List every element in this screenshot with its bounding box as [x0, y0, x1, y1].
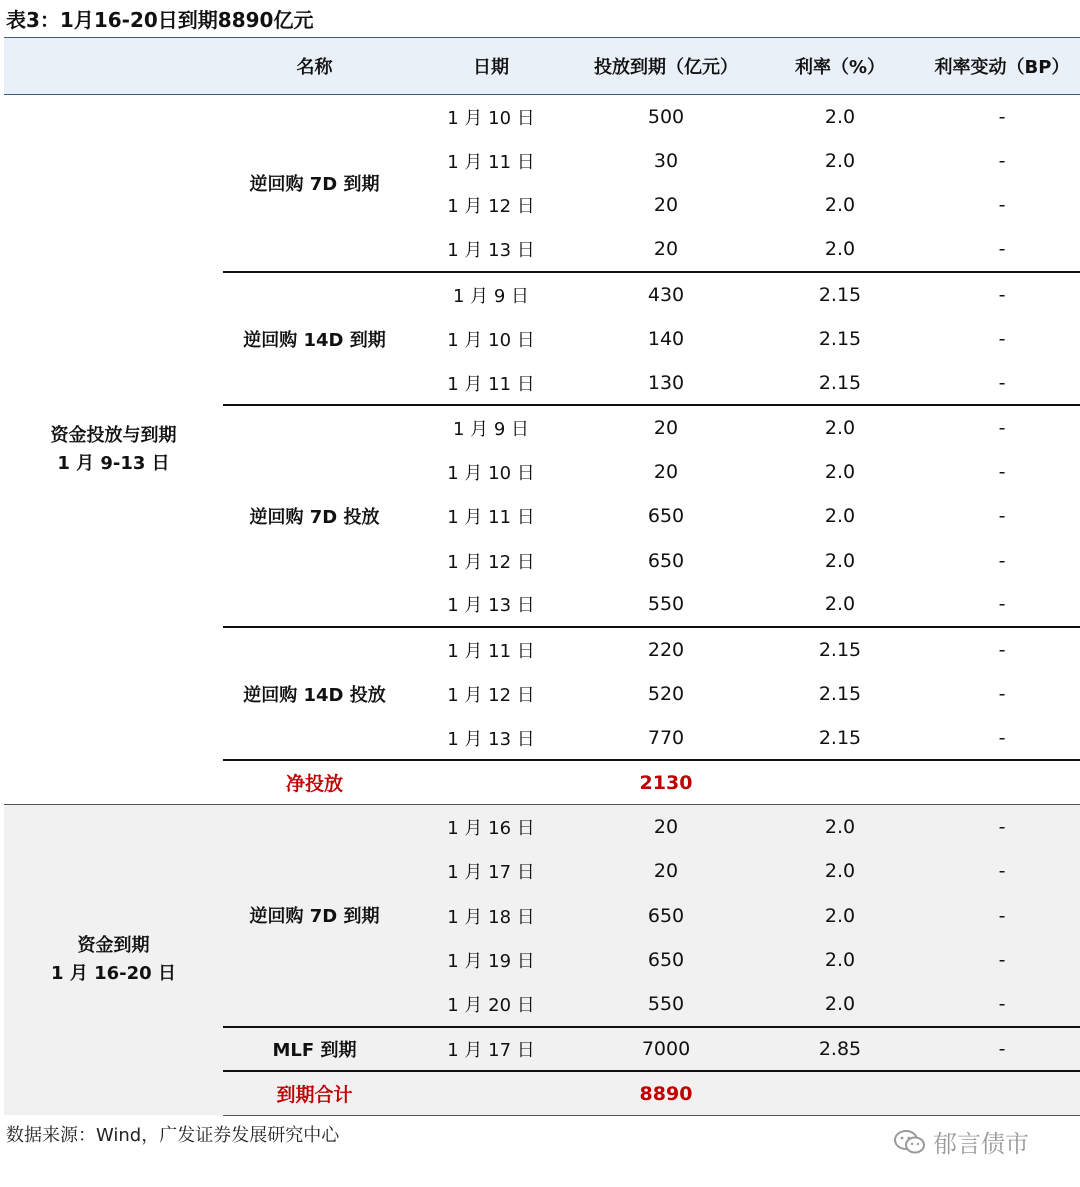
total-label: 净投放	[223, 760, 406, 804]
total-rate-empty	[756, 760, 924, 804]
table-row	[4, 805, 1080, 849]
total-change-empty	[924, 1071, 1080, 1115]
amount-cell: 650	[647, 549, 685, 572]
rate-change-cell: -	[998, 904, 1006, 927]
rate-cell: 2.15	[818, 327, 862, 350]
amount-cell: 550	[647, 993, 685, 1015]
wechat-icon	[893, 1128, 927, 1156]
amount-cell: 770	[647, 726, 685, 749]
amount-cell: 650	[647, 904, 685, 927]
rate-change-cell: -	[998, 682, 1006, 705]
amount-cell: 550	[647, 593, 685, 616]
rate-cell: 2.0	[824, 904, 856, 927]
date-cell: 1 月 16 日	[406, 805, 576, 849]
amount-cell: 30	[653, 150, 679, 173]
rate-change-cell: -	[998, 993, 1006, 1015]
date-cell: 1 月 12 日	[447, 551, 535, 573]
instrument-name: 逆回购 7D 到期	[249, 174, 380, 196]
total-rate-empty	[756, 1071, 924, 1115]
rate-cell: 2.0	[824, 505, 856, 528]
section-label	[4, 95, 223, 805]
section-label-line2: 1 月 16-20 日	[51, 963, 176, 985]
header-group	[4, 38, 223, 95]
date-cell: 1 月 10 日	[447, 462, 535, 484]
header-amount: 投放到期（亿元）	[576, 38, 756, 95]
rate-change-cell: -	[998, 150, 1006, 173]
instrument-name: 逆回购 14D 投放	[223, 627, 406, 760]
date-cell: 1 月 9 日	[406, 405, 576, 449]
header-date: 日期	[406, 38, 576, 95]
instrument-name: 逆回购 7D 投放	[223, 405, 406, 627]
date-cell: 1 月 17 日	[406, 1027, 576, 1071]
total-label: 到期合计	[223, 1071, 406, 1115]
amount-cell: 650	[647, 505, 685, 528]
date-cell: 1 月 11 日	[406, 627, 576, 671]
amount-cell: 20	[576, 405, 756, 449]
date-cell: 1 月 20 日	[447, 995, 535, 1016]
amount-cell: 130	[647, 371, 685, 394]
rate-change-cell: -	[998, 194, 1006, 217]
total-change-empty	[924, 760, 1080, 804]
rate-cell: 2.0	[824, 105, 856, 128]
date-cell: 1 月 13 日	[447, 240, 535, 262]
rate-change-cell: -	[998, 726, 1006, 749]
header-row	[4, 38, 1080, 95]
rate-change-cell: -	[998, 238, 1006, 261]
date-cell: 1 月 13 日	[447, 595, 535, 617]
amount-cell: 20	[653, 238, 679, 261]
amount-cell: 140	[647, 327, 685, 350]
rate-change-cell: -	[998, 505, 1006, 528]
total-value: 8890	[576, 1071, 756, 1115]
rate-change-cell: -	[924, 1027, 1080, 1071]
rate-cell: 2.0	[824, 460, 856, 483]
rate-cell: 2.15	[818, 682, 862, 705]
rate-cell: 2.0	[824, 860, 856, 883]
date-cell: 1 月 11 日	[447, 507, 535, 529]
rate-cell: 2.0	[756, 805, 924, 849]
amount-cell: 220	[576, 627, 756, 671]
amount-cell: 20	[576, 805, 756, 849]
source-note: 数据来源：Wind，广发证券发展研究中心	[6, 1125, 340, 1146]
date-cell: 1 月 17 日	[447, 862, 535, 884]
rate-cell: 2.15	[818, 726, 862, 749]
amount-cell: 20	[653, 460, 679, 483]
header-rate: 利率（%）	[756, 38, 924, 95]
rate-change-cell: -	[998, 949, 1006, 972]
rate-cell: 2.0	[824, 993, 856, 1015]
header-rate-change: 利率变动（BP）	[924, 38, 1080, 95]
instrument-name: 逆回购 14D 到期	[223, 272, 406, 405]
rate-cell: 2.0	[824, 549, 856, 572]
table-title: 表3：1月16-20日到期8890亿元	[6, 8, 314, 32]
amount-cell: 520	[647, 682, 685, 705]
section-label-line1: 资金到期	[77, 935, 150, 957]
rate-cell: 2.15	[756, 627, 924, 671]
header-name: 名称	[223, 38, 406, 95]
date-cell: 1 月 13 日	[447, 728, 535, 750]
rate-cell: 2.15	[756, 272, 924, 316]
rate-change-cell: -	[998, 460, 1006, 483]
date-cell: 1 月 10 日	[447, 329, 535, 351]
total-date-empty	[406, 1071, 576, 1115]
rate-change-cell: -	[998, 860, 1006, 883]
rate-change-cell: -	[998, 371, 1006, 394]
total-value: 2130	[576, 760, 756, 804]
watermark-text: 郁言债市	[933, 1130, 1029, 1158]
section-label	[4, 805, 223, 1116]
rate-cell: 2.0	[824, 194, 856, 217]
total-date-empty	[406, 760, 576, 804]
watermark	[893, 1124, 1029, 1159]
amount-cell: 650	[647, 949, 685, 972]
rate-cell: 2.0	[824, 949, 856, 972]
section-label-line2: 1 月 9-13 日	[57, 452, 170, 474]
rate-change-cell: -	[924, 805, 1080, 849]
amount-cell: 500	[647, 105, 685, 128]
rate-change-cell: -	[924, 272, 1080, 316]
date-cell: 1 月 12 日	[447, 196, 535, 218]
rate-cell: 2.85	[756, 1027, 924, 1071]
amount-cell: 20	[653, 860, 679, 883]
date-cell: 1 月 11 日	[447, 373, 535, 395]
date-cell: 1 月 10 日	[447, 107, 535, 129]
rate-change-cell: -	[924, 627, 1080, 671]
amount-cell: 20	[653, 194, 679, 217]
rate-cell: 2.0	[824, 593, 856, 616]
date-cell: 1 月 12 日	[447, 684, 535, 706]
amount-cell: 430	[576, 272, 756, 316]
instrument-name: 逆回购 7D 到期	[223, 805, 406, 1027]
amount-cell: 7000	[576, 1027, 756, 1071]
rate-change-cell: -	[924, 405, 1080, 449]
rate-change-cell: -	[998, 593, 1006, 616]
rate-change-cell: -	[998, 327, 1006, 350]
rate-cell: 2.0	[824, 238, 856, 261]
rate-change-cell: -	[998, 549, 1006, 572]
date-cell: 1 月 19 日	[447, 951, 535, 973]
rate-cell: 2.0	[756, 405, 924, 449]
date-cell: 1 月 18 日	[447, 906, 535, 928]
date-cell: 1 月 11 日	[447, 152, 535, 174]
rate-cell: 2.0	[824, 150, 856, 173]
section-label-line1: 资金投放与到期	[50, 424, 177, 446]
table-row	[4, 95, 1080, 139]
maturity-table	[4, 37, 1080, 1116]
instrument-name: MLF 到期	[223, 1027, 406, 1071]
rate-cell: 2.15	[818, 371, 862, 394]
date-cell: 1 月 9 日	[406, 272, 576, 316]
rate-change-cell: -	[998, 105, 1006, 128]
